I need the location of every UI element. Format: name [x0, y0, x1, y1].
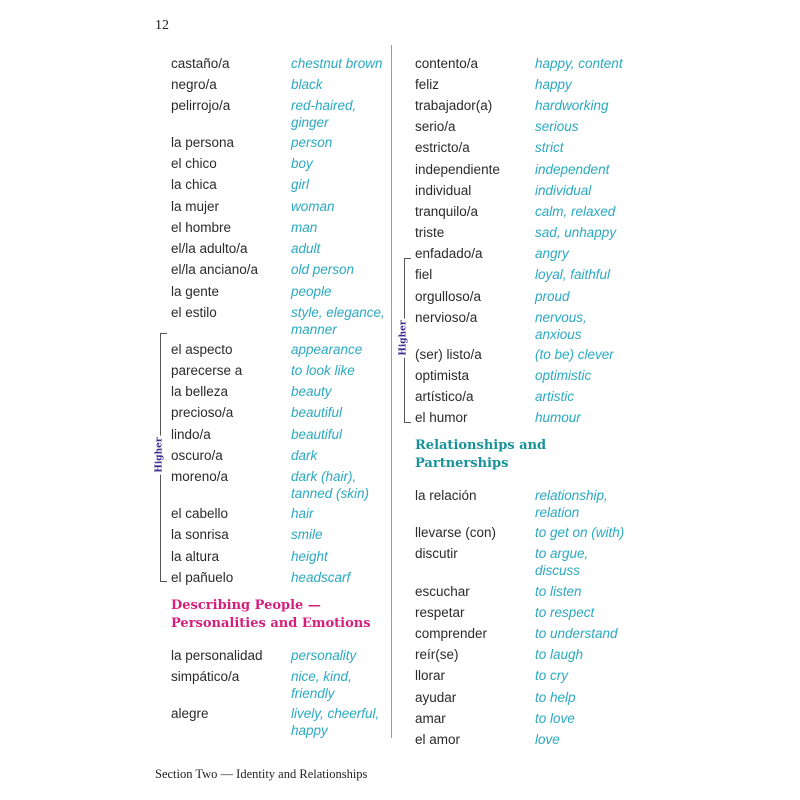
english-translation: love [535, 732, 560, 747]
english-translation: to love [535, 711, 575, 726]
spanish-term: nervioso/a [415, 310, 478, 325]
spanish-term: ayudar [415, 690, 457, 705]
english-translation: boy [291, 156, 313, 171]
page-number: 12 [155, 18, 169, 33]
spanish-term: el humor [415, 410, 468, 425]
english-translation: humour [535, 410, 581, 425]
english-translation: old person [291, 262, 355, 277]
english-translation: relationship, relation [535, 488, 608, 520]
spanish-term: la chica [171, 177, 217, 192]
english-translation: people [291, 284, 332, 299]
spanish-term: llevarse (con) [415, 525, 497, 540]
spanish-term: el amor [415, 732, 461, 747]
english-translation: chestnut brown [291, 56, 383, 71]
english-translation: woman [291, 199, 335, 214]
english-translation: hair [291, 506, 314, 521]
english-translation: appearance [291, 342, 363, 357]
spanish-term: llorar [415, 668, 446, 683]
spanish-term: la persona [171, 135, 235, 150]
english-translation: to help [535, 690, 576, 705]
english-translation: independent [535, 162, 610, 177]
spanish-term: simpático/a [171, 669, 240, 684]
spanish-term: el/la adulto/a [171, 241, 248, 256]
english-translation: to laugh [535, 647, 584, 662]
english-translation: hardworking [535, 98, 609, 113]
english-translation: dark (hair), tanned (skin) [291, 469, 370, 501]
english-translation: to respect [535, 605, 595, 620]
english-translation: adult [291, 241, 321, 256]
spanish-term: individual [415, 183, 472, 198]
spanish-term: la sonrisa [171, 527, 229, 542]
english-translation: girl [291, 177, 310, 192]
spanish-term: el chico [171, 156, 217, 171]
spanish-term: el hombre [171, 220, 232, 235]
spanish-term: orgulloso/a [415, 289, 482, 304]
english-translation: dark [291, 448, 318, 463]
english-translation: strict [535, 140, 564, 155]
english-translation: nice, kind, friendly [291, 669, 352, 701]
spanish-term: (ser) listo/a [415, 347, 482, 362]
spanish-term: oscuro/a [171, 448, 223, 463]
english-translation: optimistic [535, 368, 592, 383]
higher-label-left: Higher [154, 437, 165, 473]
spanish-term: la belleza [171, 384, 229, 399]
footer-section-title: Section Two — Identity and Relationships [155, 767, 368, 781]
english-translation: red-haired, ginger [291, 98, 357, 130]
spanish-term: el estilo [171, 305, 217, 320]
english-translation: individual [535, 183, 592, 198]
spanish-term: moreno/a [171, 469, 229, 484]
spanish-term: alegre [171, 706, 209, 721]
spanish-term: optimista [415, 368, 470, 383]
english-translation: to look like [291, 363, 355, 378]
spanish-term: feliz [415, 77, 440, 92]
spanish-term: triste [415, 225, 445, 240]
spanish-term: enfadado/a [415, 246, 483, 261]
spanish-term: tranquilo/a [415, 204, 479, 219]
spanish-term: precioso/a [171, 405, 234, 420]
english-translation: to get on (with) [535, 525, 625, 540]
english-translation: smile [291, 527, 323, 542]
spanish-term: reír(se) [415, 647, 459, 662]
english-translation: serious [535, 119, 579, 134]
english-translation: style, elegance, manner [291, 305, 385, 337]
spanish-term: escuchar [415, 584, 470, 599]
english-translation: artistic [535, 389, 575, 404]
english-translation: lively, cheerful, happy [291, 706, 380, 738]
section-heading-relationships: Relationships and Partnerships [415, 438, 547, 471]
spanish-term: la relación [415, 488, 477, 503]
english-translation: to argue, discuss [535, 546, 589, 578]
english-translation: to cry [535, 668, 569, 683]
spanish-term: el/la anciano/a [171, 262, 259, 277]
spanish-term: la mujer [171, 199, 220, 214]
english-translation: to listen [535, 584, 582, 599]
spanish-term: pelirrojo/a [171, 98, 231, 113]
spanish-term: la gente [171, 284, 220, 299]
english-translation: happy, content [535, 56, 623, 71]
english-translation: (to be) clever [535, 347, 614, 362]
spanish-term: la personalidad [171, 648, 263, 663]
spanish-term: el pañuelo [171, 570, 234, 585]
spanish-term: trabajador(a) [415, 98, 493, 113]
section-heading-personalities: Describing People — Personalities and Emotions [171, 598, 371, 631]
spanish-term: el cabello [171, 506, 229, 521]
english-translation: to understand [535, 626, 618, 641]
spanish-term: contento/a [415, 56, 479, 71]
spanish-term: discutir [415, 546, 458, 561]
english-translation: height [291, 549, 328, 564]
english-translation: man [291, 220, 318, 235]
english-translation: beauty [291, 384, 332, 399]
spanish-term: estricto/a [415, 140, 470, 155]
english-translation: angry [535, 246, 569, 261]
spanish-term: amar [415, 711, 446, 726]
english-translation: calm, relaxed [535, 204, 616, 219]
english-translation: proud [535, 289, 570, 304]
english-translation: happy [535, 77, 572, 92]
english-translation: person [291, 135, 333, 150]
english-translation: black [291, 77, 323, 92]
english-translation: beautiful [291, 405, 343, 420]
spanish-term: serio/a [415, 119, 456, 134]
spanish-term: lindo/a [171, 427, 211, 442]
english-translation: personality [291, 648, 357, 663]
spanish-term: artístico/a [415, 389, 474, 404]
spanish-term: parecerse a [171, 363, 243, 378]
spanish-term: comprender [415, 626, 488, 641]
column-divider [391, 45, 392, 738]
spanish-term: respetar [415, 605, 465, 620]
spanish-term: la altura [171, 549, 220, 564]
english-translation: sad, unhappy [535, 225, 617, 240]
english-translation: beautiful [291, 427, 343, 442]
english-translation: nervous, anxious [535, 310, 587, 342]
spanish-term: negro/a [171, 77, 217, 92]
spanish-term: el aspecto [171, 342, 233, 357]
spanish-term: independiente [415, 162, 500, 177]
spanish-term: fiel [415, 267, 433, 282]
spanish-term: castaño/a [171, 56, 230, 71]
english-translation: loyal, faithful [535, 267, 611, 282]
english-translation: headscarf [291, 570, 351, 585]
higher-label-right: Higher [398, 320, 409, 356]
